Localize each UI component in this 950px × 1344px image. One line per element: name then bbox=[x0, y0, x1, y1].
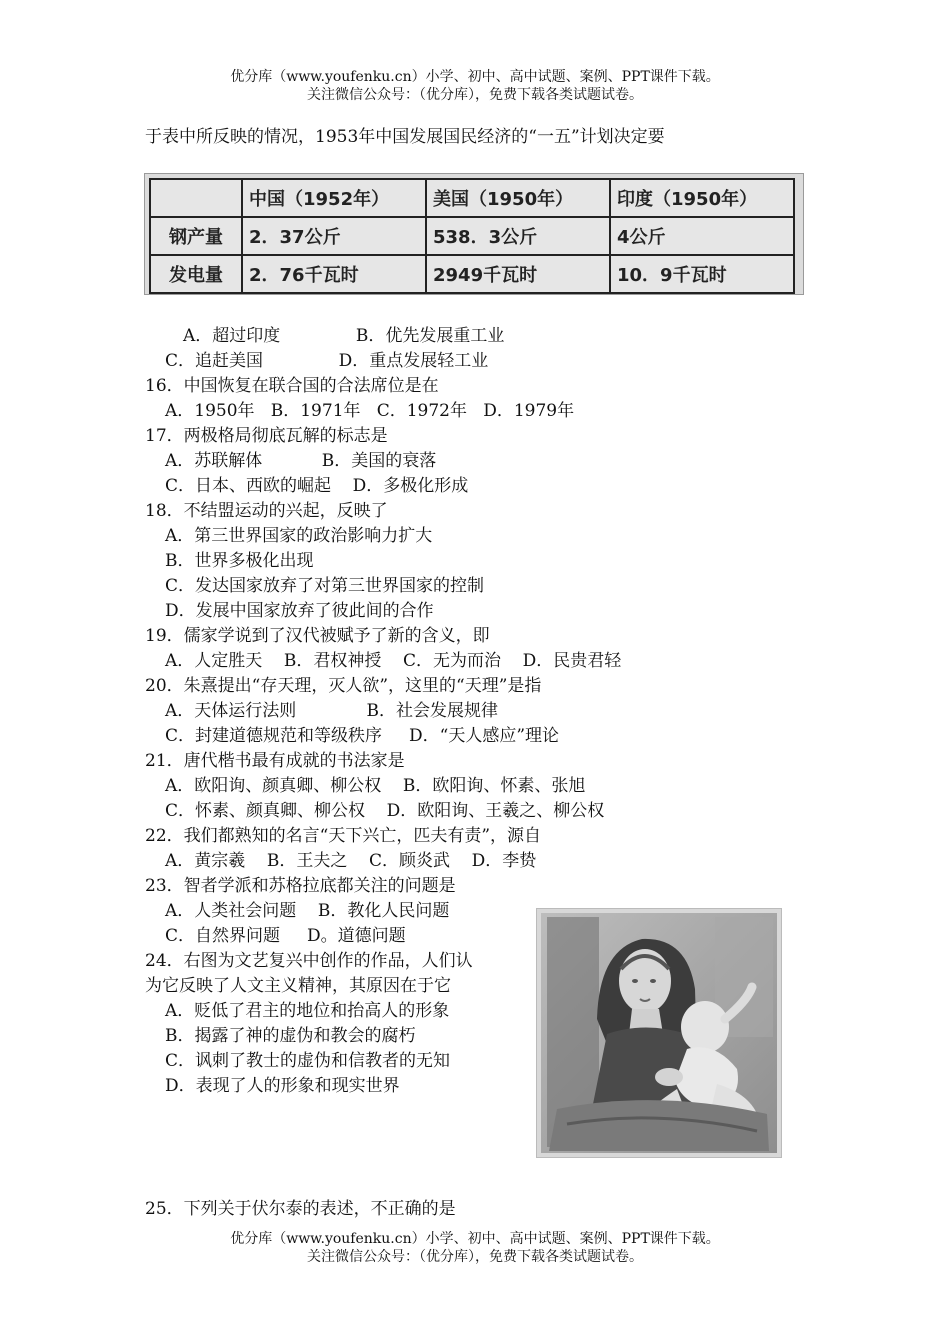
page-header-line-2: 关注微信公众号：（优分库），免费下载各类试题试卷。 bbox=[307, 87, 643, 103]
table-header-usa: 美国（1950年） bbox=[426, 179, 610, 217]
question-18-option-a: A．第三世界国家的政治影响力扩大 bbox=[165, 526, 433, 546]
question-21-options-line-2: C．怀素、颜真卿、柳公权 D．欧阳询、王羲之、柳公权 bbox=[165, 801, 605, 821]
page-header-line-1: 优分库（www.youfenku.cn）小学、初中、高中试题、案例、PPT课件下载。 bbox=[230, 69, 720, 85]
question-24-option-a: A．贬低了君主的地位和抬高人的形象 bbox=[165, 1001, 450, 1021]
page-footer-line-1: 优分库（www.youfenku.cn）小学、初中、高中试题、案例、PPT课件下载。 bbox=[230, 1231, 720, 1247]
question-24-stem-line-1: 24．右图为文艺复兴中创作的作品，人们认 bbox=[145, 951, 473, 971]
madonna-and-child-illustration bbox=[537, 909, 781, 1157]
question-18-option-c: C．发达国家放弃了对第三世界国家的控制 bbox=[165, 576, 485, 596]
table-row-label-power: 发电量 bbox=[150, 255, 242, 293]
question-25-stem: 25．下列关于伏尔泰的表述，不正确的是 bbox=[145, 1199, 456, 1219]
question-15-stem: 于表中所反映的情况，1953年中国发展国民经济的“一五”计划决定要 bbox=[145, 127, 665, 147]
question-20-options-line-1: A．天体运行法则 B．社会发展规律 bbox=[165, 701, 499, 721]
question-19-options: A．人定胜天 B．君权神授 C．无为而治 D．民贵君轻 bbox=[165, 651, 622, 671]
question-20-options-line-2: C．封建道德规范和等级秩序 D．“天人感应”理论 bbox=[165, 726, 560, 746]
table-cell: 2．76千瓦时 bbox=[242, 255, 426, 293]
question-23-options-line-1: A．人类社会问题 B．教化人民问题 bbox=[165, 901, 450, 921]
data-table-image bbox=[144, 173, 804, 295]
table-cell: 10．9千瓦时 bbox=[610, 255, 794, 293]
question-18-stem: 18．不结盟运动的兴起，反映了 bbox=[145, 501, 388, 521]
question-22-stem: 22．我们都熟知的名言“天下兴亡，匹夫有责”，源自 bbox=[145, 826, 542, 846]
page-footer-line-2: 关注微信公众号：（优分库），免费下载各类试题试卷。 bbox=[307, 1249, 643, 1265]
table-cell: 4公斤 bbox=[610, 217, 794, 255]
question-21-stem: 21．唐代楷书最有成就的书法家是 bbox=[145, 751, 405, 771]
table-header-china: 中国（1952年） bbox=[242, 179, 426, 217]
question-23-options-line-2: C．自然界问题 D。道德问题 bbox=[165, 926, 406, 946]
table-header-india: 印度（1950年） bbox=[610, 179, 794, 217]
table-cell: 2949千瓦时 bbox=[426, 255, 610, 293]
question-20-stem: 20．朱熹提出“存天理，灭人欲”，这里的“天理”是指 bbox=[145, 676, 542, 696]
question-23-stem: 23．智者学派和苏格拉底都关注的问题是 bbox=[145, 876, 456, 896]
question-19-stem: 19．儒家学说到了汉代被赋予了新的含义，即 bbox=[145, 626, 490, 646]
table-row-label-steel: 钢产量 bbox=[150, 217, 242, 255]
question-24-stem-line-2: 为它反映了人文主义精神，其原因在于它 bbox=[145, 976, 451, 996]
question-24-option-b: B．揭露了神的虚伪和教会的腐朽 bbox=[165, 1026, 416, 1046]
question-16-stem: 16．中国恢复在联合国的合法席位是在 bbox=[145, 376, 439, 396]
question-17-options-line-2: C．日本、西欧的崛起 D．多极化形成 bbox=[165, 476, 469, 496]
table-header-blank bbox=[150, 179, 242, 217]
question-24-option-c: C．讽刺了教士的虚伪和信教者的无知 bbox=[165, 1051, 451, 1071]
table-cell: 538．3公斤 bbox=[426, 217, 610, 255]
renaissance-painting-image bbox=[536, 908, 782, 1158]
question-16-options: A．1950年 B．1971年 C．1972年 D．1979年 bbox=[165, 401, 575, 421]
question-15-options-line-2: C．追赶美国 D．重点发展轻工业 bbox=[165, 351, 489, 371]
question-15-options-line-1: A．超过印度 B．优先发展重工业 bbox=[183, 326, 505, 346]
question-18-option-d: D．发展中国家放弃了彼此间的合作 bbox=[165, 601, 434, 621]
question-24-option-d: D．表现了人的形象和现实世界 bbox=[165, 1076, 400, 1096]
table-cell: 2．37公斤 bbox=[242, 217, 426, 255]
question-17-options-line-1: A．苏联解体 B．美国的衰落 bbox=[165, 451, 437, 471]
question-21-options-line-1: A．欧阳询、颜真卿、柳公权 B．欧阳询、怀素、张旭 bbox=[165, 776, 586, 796]
question-17-stem: 17．两极格局彻底瓦解的标志是 bbox=[145, 426, 388, 446]
question-18-option-b: B．世界多极化出现 bbox=[165, 551, 314, 571]
question-22-options: A．黄宗羲 B．王夫之 C．顾炎武 D．李贽 bbox=[165, 851, 537, 871]
data-table bbox=[149, 178, 795, 294]
